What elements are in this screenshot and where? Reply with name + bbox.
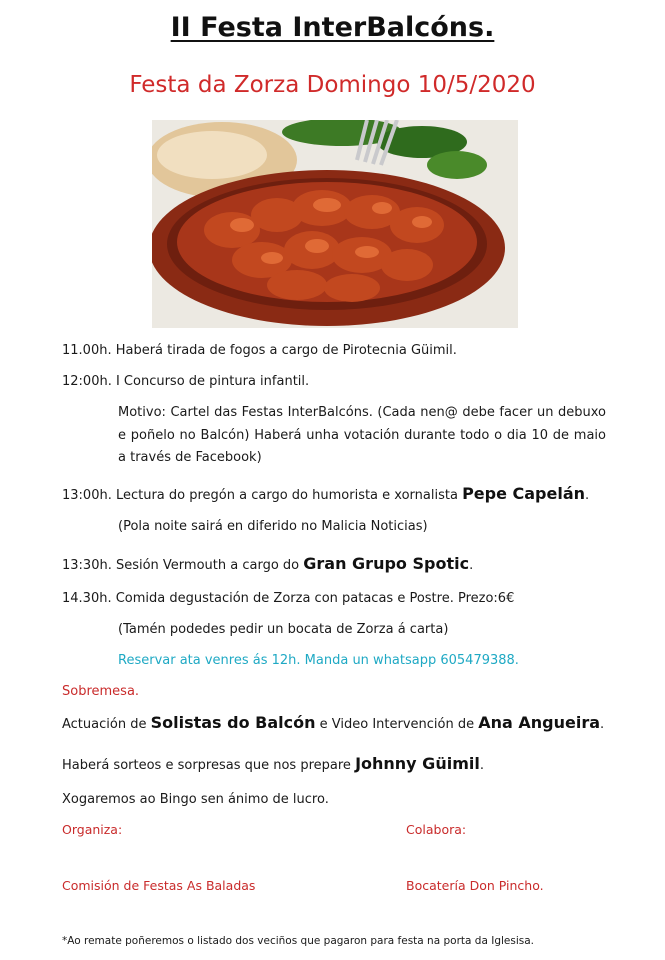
sobremesa-sorteos xyxy=(62,754,484,773)
concurso-motivo: Motivo: Cartel das Festas InterBalcóns. (Cada nen@ debe facer un debuxo e poñelo no Balcón) Haberá unha votación durante todo o dia 10 de maio a través de Facebook) xyxy=(118,405,606,465)
program-item-comida: 14.30h. Comida degustación de Zorza con patacas e Postre. Prezo:6€ xyxy=(62,591,515,606)
poster-title: II Festa InterBalcóns. xyxy=(170,12,495,43)
colabora-label: Colabora: xyxy=(406,822,467,837)
poster-subtitle: Festa da Zorza Domingo 10/5/2020 xyxy=(129,72,536,98)
act-name-solistas: Solistas do Balcón xyxy=(150,713,316,732)
colabora-value: Bocatería Don Pincho. xyxy=(406,878,544,893)
pregon-end: . xyxy=(585,488,590,503)
pregon-name: Pepe Capelán xyxy=(462,484,586,503)
act-end: . xyxy=(600,717,605,732)
comida-note: (Tamén podedes pedir un bocata de Zorza á carta) xyxy=(118,622,449,637)
sobremesa-actuacion xyxy=(62,713,604,732)
sobremesa-heading: Sobremesa. xyxy=(62,684,140,699)
sort-name: Johnny Güimil xyxy=(355,754,480,773)
vermouth-name: Gran Grupo Spotic xyxy=(303,554,470,573)
act-mid: e Video Intervención de xyxy=(315,717,479,732)
act-pre: Actuación de xyxy=(62,717,151,732)
sobremesa-bingo: Xogaremos ao Bingo sen ánimo de lucro. xyxy=(62,792,329,807)
program-item-pregon xyxy=(62,484,589,503)
program-item-fogos: 11.00h. Haberá tirada de fogos a cargo de Pirotecnia Güimil. xyxy=(62,343,457,358)
organiza-value: Comisión de Festas As Baladas xyxy=(62,878,256,893)
act-name-ana: Ana Angueira xyxy=(478,713,601,732)
vermouth-text: 13:30h. Sesión Vermouth a cargo do xyxy=(62,558,304,573)
zorza-dish-photo xyxy=(152,120,518,328)
sort-pre: Haberá sorteos e sorpresas que nos prepare xyxy=(62,758,356,773)
sort-end: . xyxy=(479,758,484,773)
program-item-vermouth xyxy=(62,554,473,573)
program-item-concurso: 12:00h. I Concurso de pintura infantil. xyxy=(62,374,310,389)
organiza-label: Organiza: xyxy=(62,822,123,837)
vermouth-end: . xyxy=(469,558,474,573)
pregon-note: (Pola noite sairá en diferido no Malicia Noticias) xyxy=(118,519,428,534)
pregon-text: 13:00h. Lectura do pregón a cargo do humorista e xornalista xyxy=(62,488,463,503)
reserve-text: Reservar ata venres ás 12h. Manda un whatsapp 605479388. xyxy=(118,653,519,668)
footnote: *Ao remate poñeremos o listado dos veciños que pagaron para festa na porta da Iglesisa. xyxy=(62,935,534,947)
